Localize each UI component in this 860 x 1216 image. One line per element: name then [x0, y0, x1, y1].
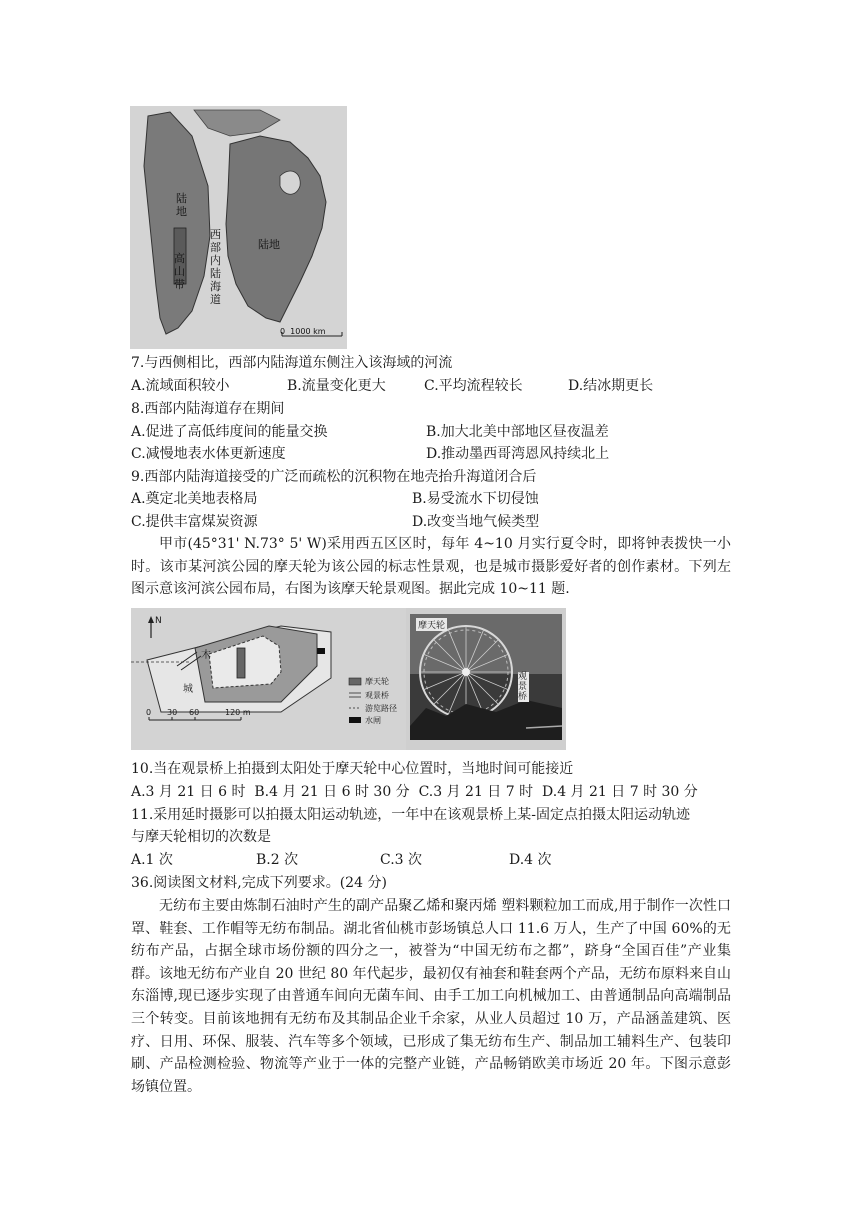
q7-stem: 7.与西侧相比，西部内陆海道东侧注入该海域的河流	[131, 355, 453, 371]
scale-tick-30: 30	[167, 708, 178, 717]
north-label: N	[155, 616, 162, 626]
q9-option-c: C.提供丰富煤炭资源	[131, 514, 258, 530]
q8-option-b: B.加大北美中部地区昼夜温差	[426, 424, 609, 440]
photo-label-wheel: 摩天轮	[416, 618, 447, 631]
q8-option-c: C.减慢地表水体更新速度	[131, 446, 286, 462]
q11-option-b: B.2 次	[256, 852, 299, 868]
scale-tick-0: 0	[146, 708, 152, 717]
scale-tick-120: 120 m	[225, 708, 251, 717]
q9-stem: 9.西部内陆海道接受的广泛而疏松的沉积物在地壳抬升海道闭合后	[131, 469, 537, 485]
q11-option-a: A.1 次	[131, 852, 173, 868]
q9-option-b: B.易受流水下切侵蚀	[412, 491, 539, 507]
seaway-map-drawing	[130, 106, 347, 349]
label-land-left: 陆地	[176, 192, 187, 218]
q11-stem-line2: 与摩天轮相切的次数是	[131, 829, 271, 845]
label-seaway: 西部内陆海道	[210, 228, 221, 306]
q10-options: A.3 月 21 日 6 时 B.4 月 21 日 6 时 30 分 C.3 月 21 日 7 时 D.4 月 21 日 7 时 30 分	[131, 784, 698, 800]
q7-option-a: A.流域面积较小	[131, 378, 230, 394]
q7-option-d: D.结冰期更长	[568, 378, 654, 394]
park-layout-map	[131, 608, 406, 750]
city-label: 城	[183, 684, 193, 695]
q11-stem-line1: 11.采用延时摄影可以拍摄太阳运动轨迹，一年中在该观景桥上某-固定点拍摄太阳运动轨迹	[131, 807, 690, 823]
q11-option-c: C.3 次	[380, 852, 423, 868]
map-scale: 0 1000 km	[280, 327, 326, 336]
q11-option-d: D.4 次	[509, 852, 552, 868]
q8-option-d: D.推动墨西哥湾恩风持续北上	[426, 446, 610, 462]
scale-tick-60: 60	[189, 708, 200, 717]
q36-title: 36.阅读图文材料,完成下列要求。(24 分)	[131, 875, 387, 891]
ferris-wheel-photo	[406, 608, 566, 750]
q8-stem: 8.西部内陆海道存在期间	[131, 401, 285, 417]
legend-water-gate: 水闸	[365, 716, 381, 725]
intro-10-11: 甲市(45°31' N.73° 5' W)采用西五区区时，每年 4~10 月实行夏令时，即将钟表拨快一小时。该市某河滨公园的摩天轮为该公园的标志性景观，也是城市摄影爱好者的创作素材。下列左图示意该河滨公园布局，右图为该摩天轮景观图。据此完成 10~11 题.	[131, 536, 731, 598]
label-land-right: 陆地	[258, 238, 280, 251]
photo-label-bridge: 观景桥	[518, 672, 528, 702]
q9-option-d: D.改变当地气候类型	[412, 514, 540, 530]
q10-stem: 10.当在观景桥上拍摄到太阳处于摩天轮中心位置时，当地时间可能接近	[131, 761, 574, 777]
seaway-map	[130, 106, 347, 349]
q8-option-a: A.促进了高低纬度间的能量交换	[131, 424, 328, 440]
label-mountains: 高山带	[174, 252, 185, 291]
q7-option-b: B.流量变化更大	[287, 378, 386, 394]
q7-option-c: C.平均流程较长	[424, 378, 523, 394]
legend-bridge: 观景桥	[365, 691, 389, 700]
wood-label: 木	[201, 650, 211, 661]
legend-ferris-wheel: 摩天轮	[365, 677, 389, 686]
q9-option-a: A.奠定北美地表格局	[131, 491, 258, 507]
legend-path: 游览路径	[365, 704, 397, 713]
q36-body: 无纺布主要由炼制石油时产生的副产品聚乙烯和聚丙烯 塑料颗粒加工而成,用于制作一次性口罩、鞋套、工作帽等无纺布制品。湖北省仙桃市彭场镇总人口 11.6 万人，生产了中国 60%的无纺布产品，占据全球市场份额的四分之一，被誉为“中国无纺布之都”，跻身“全国百佳”产业集群。该地无纺布产业自 20 世纪 80 年代起步，最初仅有袖套和鞋套两个产品，无纺布原料来自山东淄博,现已逐步实现了由普通车间向无菌车间、由手工加工向机械加工、由普通制品向高端制品三个转变。目前该地拥有无纺布及其制品企业千余家，从业人员超过 10 万，产品涵盖建筑、医疗、日用、环保、服装、汽车等多个领域，已形成了集无纺布生产、制品加工辅料生产、包装印刷、产品检测检验、物流等产业于一体的完整产业链，产品畅销欧美市场近 20 年。下图示意彭场镇位置。	[131, 898, 731, 1095]
